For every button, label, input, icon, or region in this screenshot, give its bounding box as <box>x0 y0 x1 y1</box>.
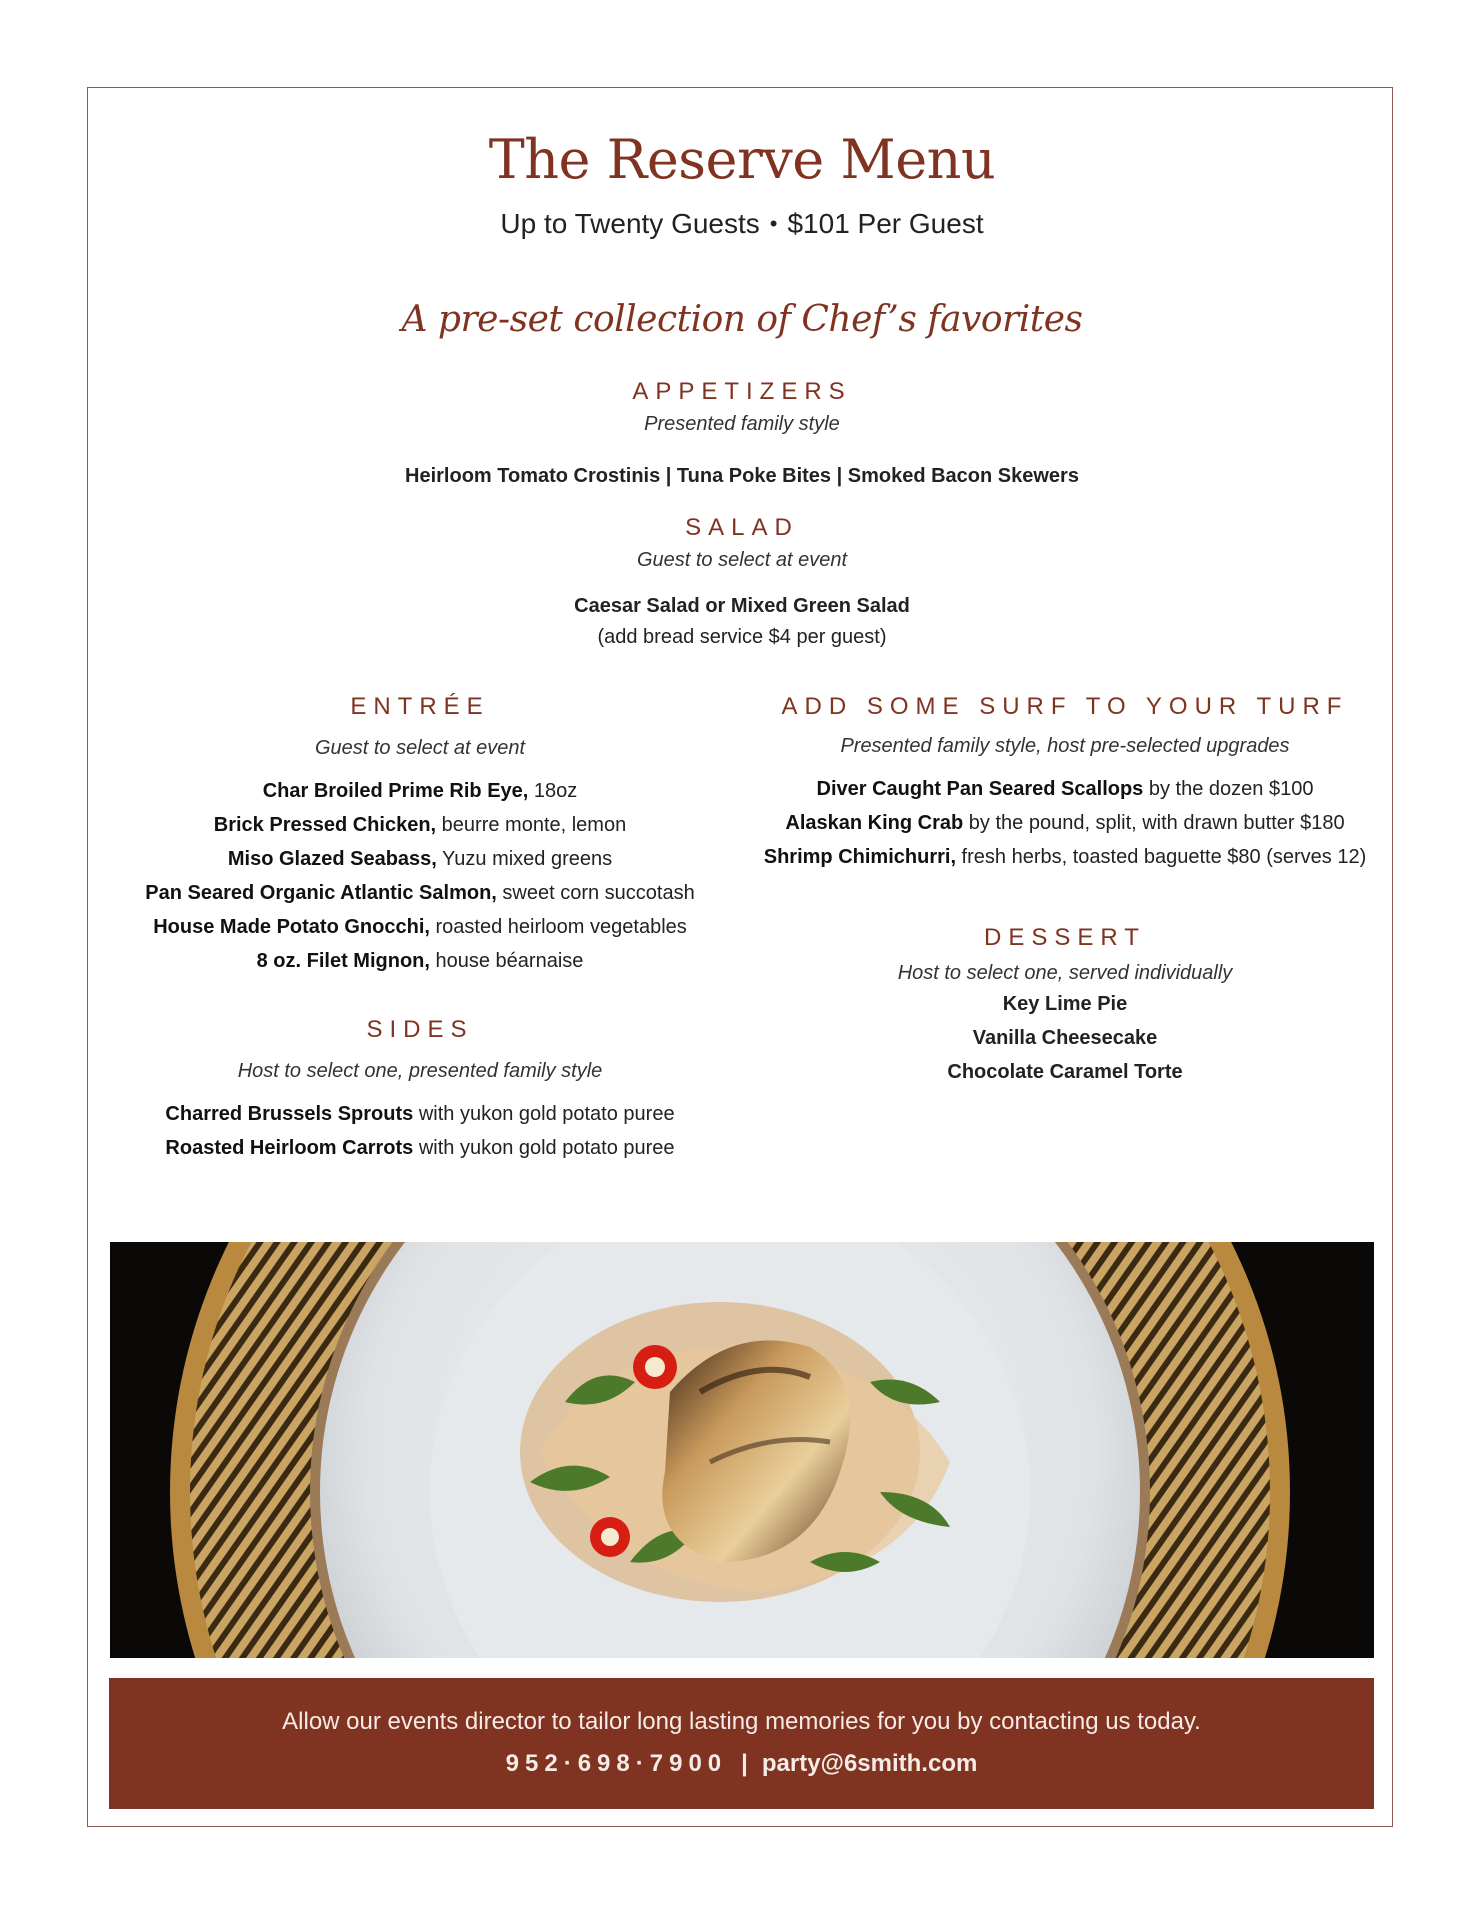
entree-section <box>120 692 720 978</box>
dessert-list <box>735 987 1395 1089</box>
entree-list <box>120 774 720 978</box>
entree-item: 8 oz. Filet Mignon, house béarnaise <box>256 950 584 972</box>
contact-details <box>109 1748 1374 1780</box>
entree-item: House Made Potato Gnocchi, roasted heirloom vegetables <box>153 916 687 938</box>
sides-item: Charred Brussels Sprouts with yukon gold potato puree <box>165 1103 675 1125</box>
surf-section <box>735 692 1395 874</box>
sides-note: Host to select one, presented family style <box>237 1060 603 1082</box>
plated-seabass-illustration <box>110 1242 1374 1658</box>
dessert-heading: DESSERT <box>984 924 1146 951</box>
contact-banner <box>109 1678 1374 1809</box>
menu-tagline: A pre-set collection of Chef’s favorites <box>401 299 1083 340</box>
entree-item: Pan Seared Organic Atlantic Salmon, sweet corn succotash <box>145 882 695 904</box>
contact-message: Allow our events director to tailor long lasting memories for you by contacting us today. <box>282 1708 1201 1735</box>
surf-heading: ADD SOME SURF TO YOUR TURF <box>781 693 1349 720</box>
entree-item: Miso Glazed Seabass, Yuzu mixed greens <box>227 848 613 870</box>
entree-item: Brick Pressed Chicken, beurre monte, lemon <box>213 814 627 836</box>
bullet-separator: • <box>769 211 778 236</box>
salad-heading: SALAD <box>685 514 799 541</box>
menu-subtitle <box>0 206 1484 242</box>
phone-number[interactable]: 952·698·7900 <box>505 1750 728 1777</box>
salad-extra: (add bread service $4 per guest) <box>597 626 887 648</box>
entree-note: Guest to select at event <box>314 737 526 759</box>
sides-list <box>120 1097 720 1165</box>
surf-note: Presented family style, host pre-selected upgrades <box>840 735 1290 757</box>
appetizers-heading: APPETIZERS <box>632 378 852 405</box>
dessert-item: Chocolate Caramel Torte <box>947 1061 1183 1083</box>
entree-item: Char Broiled Prime Rib Eye, 18oz <box>262 780 578 802</box>
price-per-guest: $101 Per Guest <box>787 208 984 239</box>
surf-item: Shrimp Chimichurri, fresh herbs, toasted baguette $80 (serves 12) <box>763 846 1367 868</box>
contact-separator: | <box>741 1750 748 1777</box>
dessert-section <box>735 923 1395 1089</box>
email-address[interactable]: party@6smith.com <box>761 1750 978 1777</box>
guest-count: Up to Twenty Guests <box>500 208 760 239</box>
entree-heading: ENTRÉE <box>350 693 490 720</box>
dessert-item: Key Lime Pie <box>1002 993 1128 1015</box>
appetizers-items: Heirloom Tomato Crostinis | Tuna Poke Bites | Smoked Bacon Skewers <box>405 465 1079 487</box>
surf-item: Diver Caught Pan Seared Scallops by the dozen $100 <box>816 778 1314 800</box>
sides-section <box>120 1015 720 1165</box>
surf-item: Alaskan King Crab by the pound, split, with drawn butter $180 <box>785 812 1345 834</box>
sides-item: Roasted Heirloom Carrots with yukon gold potato puree <box>165 1137 675 1159</box>
surf-list <box>735 772 1395 874</box>
dessert-item: Vanilla Cheesecake <box>972 1027 1158 1049</box>
appetizers-note: Presented family style <box>644 413 840 435</box>
salad-item: Caesar Salad or Mixed Green Salad <box>574 595 910 617</box>
menu-title: The Reserve Menu <box>488 128 996 191</box>
salad-note: Guest to select at event <box>636 549 848 571</box>
dessert-note: Host to select one, served individually <box>897 962 1233 984</box>
sides-heading: SIDES <box>366 1016 474 1043</box>
food-photo <box>110 1242 1374 1658</box>
